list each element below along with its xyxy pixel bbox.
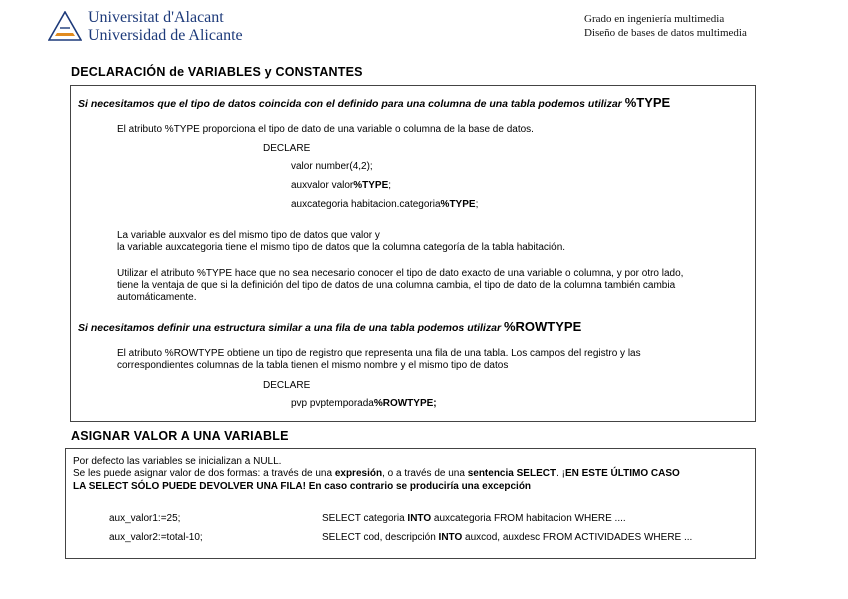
code-line-valor: valor number(4,2); <box>291 161 373 172</box>
university-name-line2: Universidad de Alicante <box>88 27 243 44</box>
code-line-auxvalor: auxvalor valor%TYPE; <box>291 180 392 191</box>
code-line-pvp: pvp pvptemporada%ROWTYPE; <box>291 398 437 409</box>
util-line2: tiene la ventaja de que si la definición del tipo de datos de una columna cambia, el tipo de dato de la columna también cambia <box>117 280 676 291</box>
code-line-auxcategoria: auxcategoria habitacion.categoria%TYPE; <box>291 199 479 210</box>
example2-assignment: aux_valor2:=total-10; <box>109 532 203 543</box>
rowtype-heading-text: Si necesitamos definir una estructura similar a una fila de una tabla podemos utilizar <box>78 322 502 334</box>
course-degree: Grado en ingeniería multimedia <box>584 13 725 25</box>
util-line3: automáticamente. <box>117 292 197 303</box>
example2-select: SELECT cod, descripción INTO auxcod, auxdesc FROM ACTIVIDADES WHERE ... <box>322 532 693 543</box>
declare-keyword-2: DECLARE <box>263 380 311 391</box>
util-line1: Utilizar el atributo %TYPE hace que no sea necesario conocer el tipo de dato exacto de una variable o columna, y por otro lado, <box>117 268 684 279</box>
example1-select: SELECT categoria INTO auxcategoria FROM habitacion WHERE .... <box>322 513 626 524</box>
asignar-line3: LA SELECT SÓLO PUEDE DEVOLVER UNA FILA! En caso contrario se produciría una excepción <box>73 481 532 492</box>
section-title-asignar: ASIGNAR VALOR A UNA VARIABLE <box>71 429 289 443</box>
university-name-line1: Universitat d'Alacant <box>88 9 224 26</box>
rowtype-heading <box>78 319 581 334</box>
asignar-line1: Por defecto las variables se inicializan a NULL. <box>73 456 282 467</box>
declare-keyword: DECLARE <box>263 143 311 154</box>
explain-line1: La variable auxvalor es del mismo tipo de datos que valor y <box>117 230 380 241</box>
rowtype-heading-keyword: %ROWTYPE <box>503 319 582 334</box>
type-intro: El atributo %TYPE proporciona el tipo de dato de una variable o columna de la base de datos. <box>117 124 534 135</box>
rowtype-line2: correspondientes columnas de la tabla tienen el mismo nombre y el mismo tipo de datos <box>117 360 509 371</box>
asignar-line2: Se les puede asignar valor de dos formas: a través de una expresión, o a través de una sentencia SELECT. ¡EN ESTE ÚLTIMO CASO <box>73 468 680 479</box>
type-heading <box>78 95 670 110</box>
type-heading-keyword: %TYPE <box>624 95 671 110</box>
type-heading-text: Si necesitamos que el tipo de datos coincida con el definido para una columna de una tabla podemos utilizar <box>78 98 622 110</box>
example1-assignment: aux_valor1:=25; <box>109 513 181 524</box>
course-subject: Diseño de bases de datos multimedia <box>584 27 747 39</box>
explain-line2: la variable auxcategoria tiene el mismo tipo de datos que la columna categoría de la tabla habitación. <box>117 242 566 253</box>
section-title-declaracion: DECLARACIÓN de VARIABLES y CONSTANTES <box>71 65 363 79</box>
university-logo <box>48 11 82 41</box>
rowtype-line1: El atributo %ROWTYPE obtiene un tipo de registro que representa una fila de una tabla. Los campos del registro y las <box>117 348 641 359</box>
